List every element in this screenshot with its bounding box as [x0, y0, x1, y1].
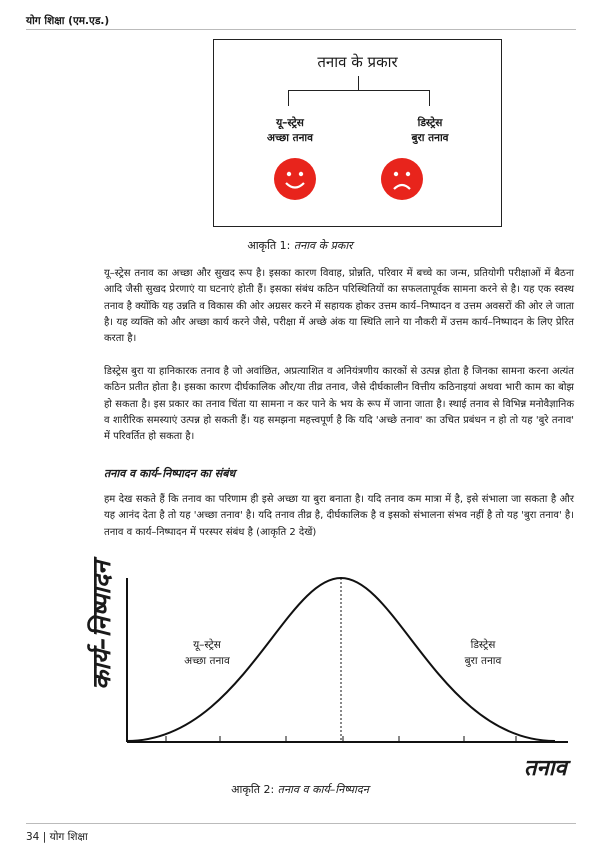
- distress-label: डिस्ट्रेस बुरा तनाव: [411, 117, 449, 144]
- distress-zone-label: डिस्ट्रेस बुरा तनाव: [464, 639, 502, 667]
- page-number: 34: [26, 831, 40, 843]
- eustress-zone-label: यू–स्ट्रेस अच्छा तनाव: [184, 639, 230, 667]
- figure-stress-types: [213, 39, 502, 227]
- frowning-face-icon: [381, 158, 423, 200]
- tree-right-drop: [429, 90, 430, 106]
- figure1-caption: आकृति 1: तनाव के प्रकार: [247, 239, 353, 252]
- paragraph-eustress: यू–स्ट्रेस तनाव का अच्छा और सुखद रूप है। इसका कारण विवाह, प्रोन्नति, परिवार में बच्चे का जन्म, प्रतियोगी परीक्षाओं में बैठना आदि जैसी सुखद प्रेरणाएं या घटनाएं होती हैं। इसका संबंध कठिन परिस्थितियों का सफलतापूर्वक सामना करने से है। यह एक स्वस्थ तनाव है क्योंकि यह उन्नति व विकास की ओर अग्रसर करने में सहायक होकर उत्तम कार्य–निष्पादन व उत्तम अवसरों की ओर ले जाता है। यह व्यक्ति को और अच्छा कार्य करने जैसे, परीक्षा में अच्छे अंक या स्थिति लाने या नौकरी में उत्तम कार्य–निष्पादन के लिए प्रेरित करता है।: [104, 268, 574, 345]
- page-footer: [26, 830, 88, 844]
- tree-left-drop: [288, 90, 289, 106]
- figure2-caption: आकृति 2: तनाव व कार्य–निष्पादन: [231, 783, 369, 796]
- eustress-label: यू–स्ट्रेस अच्छा तनाव: [267, 117, 313, 144]
- tree-stem: [358, 76, 359, 90]
- paragraph-relation: हम देख सकते हैं कि तनाव का परिणाम ही इसे अच्छा या बुरा बनाता है। यदि तनाव कम मात्रा में है, इसे संभाला जा सकता है और यह आनंद देता है तो यह 'अच्छा तनाव' है। यदि तनाव तीव्र है, दीर्घकालिक है व इसको संभालना संभव नहीं है तो यह 'बुरा तनाव' है। तनाव व कार्य–निष्पादन में परस्पर संबंध है (आकृति 2 देखें): [104, 494, 574, 538]
- footer-rule: [26, 823, 576, 824]
- running-header: योग शिक्षा (एम.एड.): [26, 15, 110, 27]
- figure1-title: तनाव के प्रकार: [317, 53, 398, 71]
- y-axis-label: कार्य–निष्पादन: [87, 561, 116, 690]
- footer-book-title: योग शिक्षा: [49, 831, 88, 843]
- footer-separator: |: [42, 831, 47, 843]
- section-subheading: तनाव व कार्य–निष्पादन का संबंध: [104, 467, 236, 480]
- x-axis-label: तनाव: [524, 756, 567, 781]
- paragraph-distress: डिस्ट्रेस बुरा या हानिकारक तनाव है जो अवांछित, अप्रत्याशित व अनियंत्रणीय कारकों से उत्पन्न होता है जिनका सामना करना अत्यंत कठिन प्रतीत होता है। इसका कारण दीर्घकालिक और/या तीव्र तनाव, जैसे दीर्घकालीन वित्तीय कठिनाइयां अथवा भारी काम का बोझ हो सकता है। इस प्रकार का तनाव चिंता या सामना न कर पाने के भय के रूप में जाना जाता है। स्थाई तनाव से विभिन्न मनोवैज्ञानिक व शारीरिक समस्याएं उत्पन्न हो सकती हैं। यह समझना महत्त्वपूर्ण है कि यदि 'अच्छे तनाव' का उचित प्रबंधन न हो तो यह 'बुरे तनाव' में परिवर्तित हो सकता है।: [104, 366, 574, 443]
- tree-crossbar: [288, 90, 429, 91]
- header-rule: [26, 29, 576, 30]
- smiling-face-icon: [274, 158, 316, 200]
